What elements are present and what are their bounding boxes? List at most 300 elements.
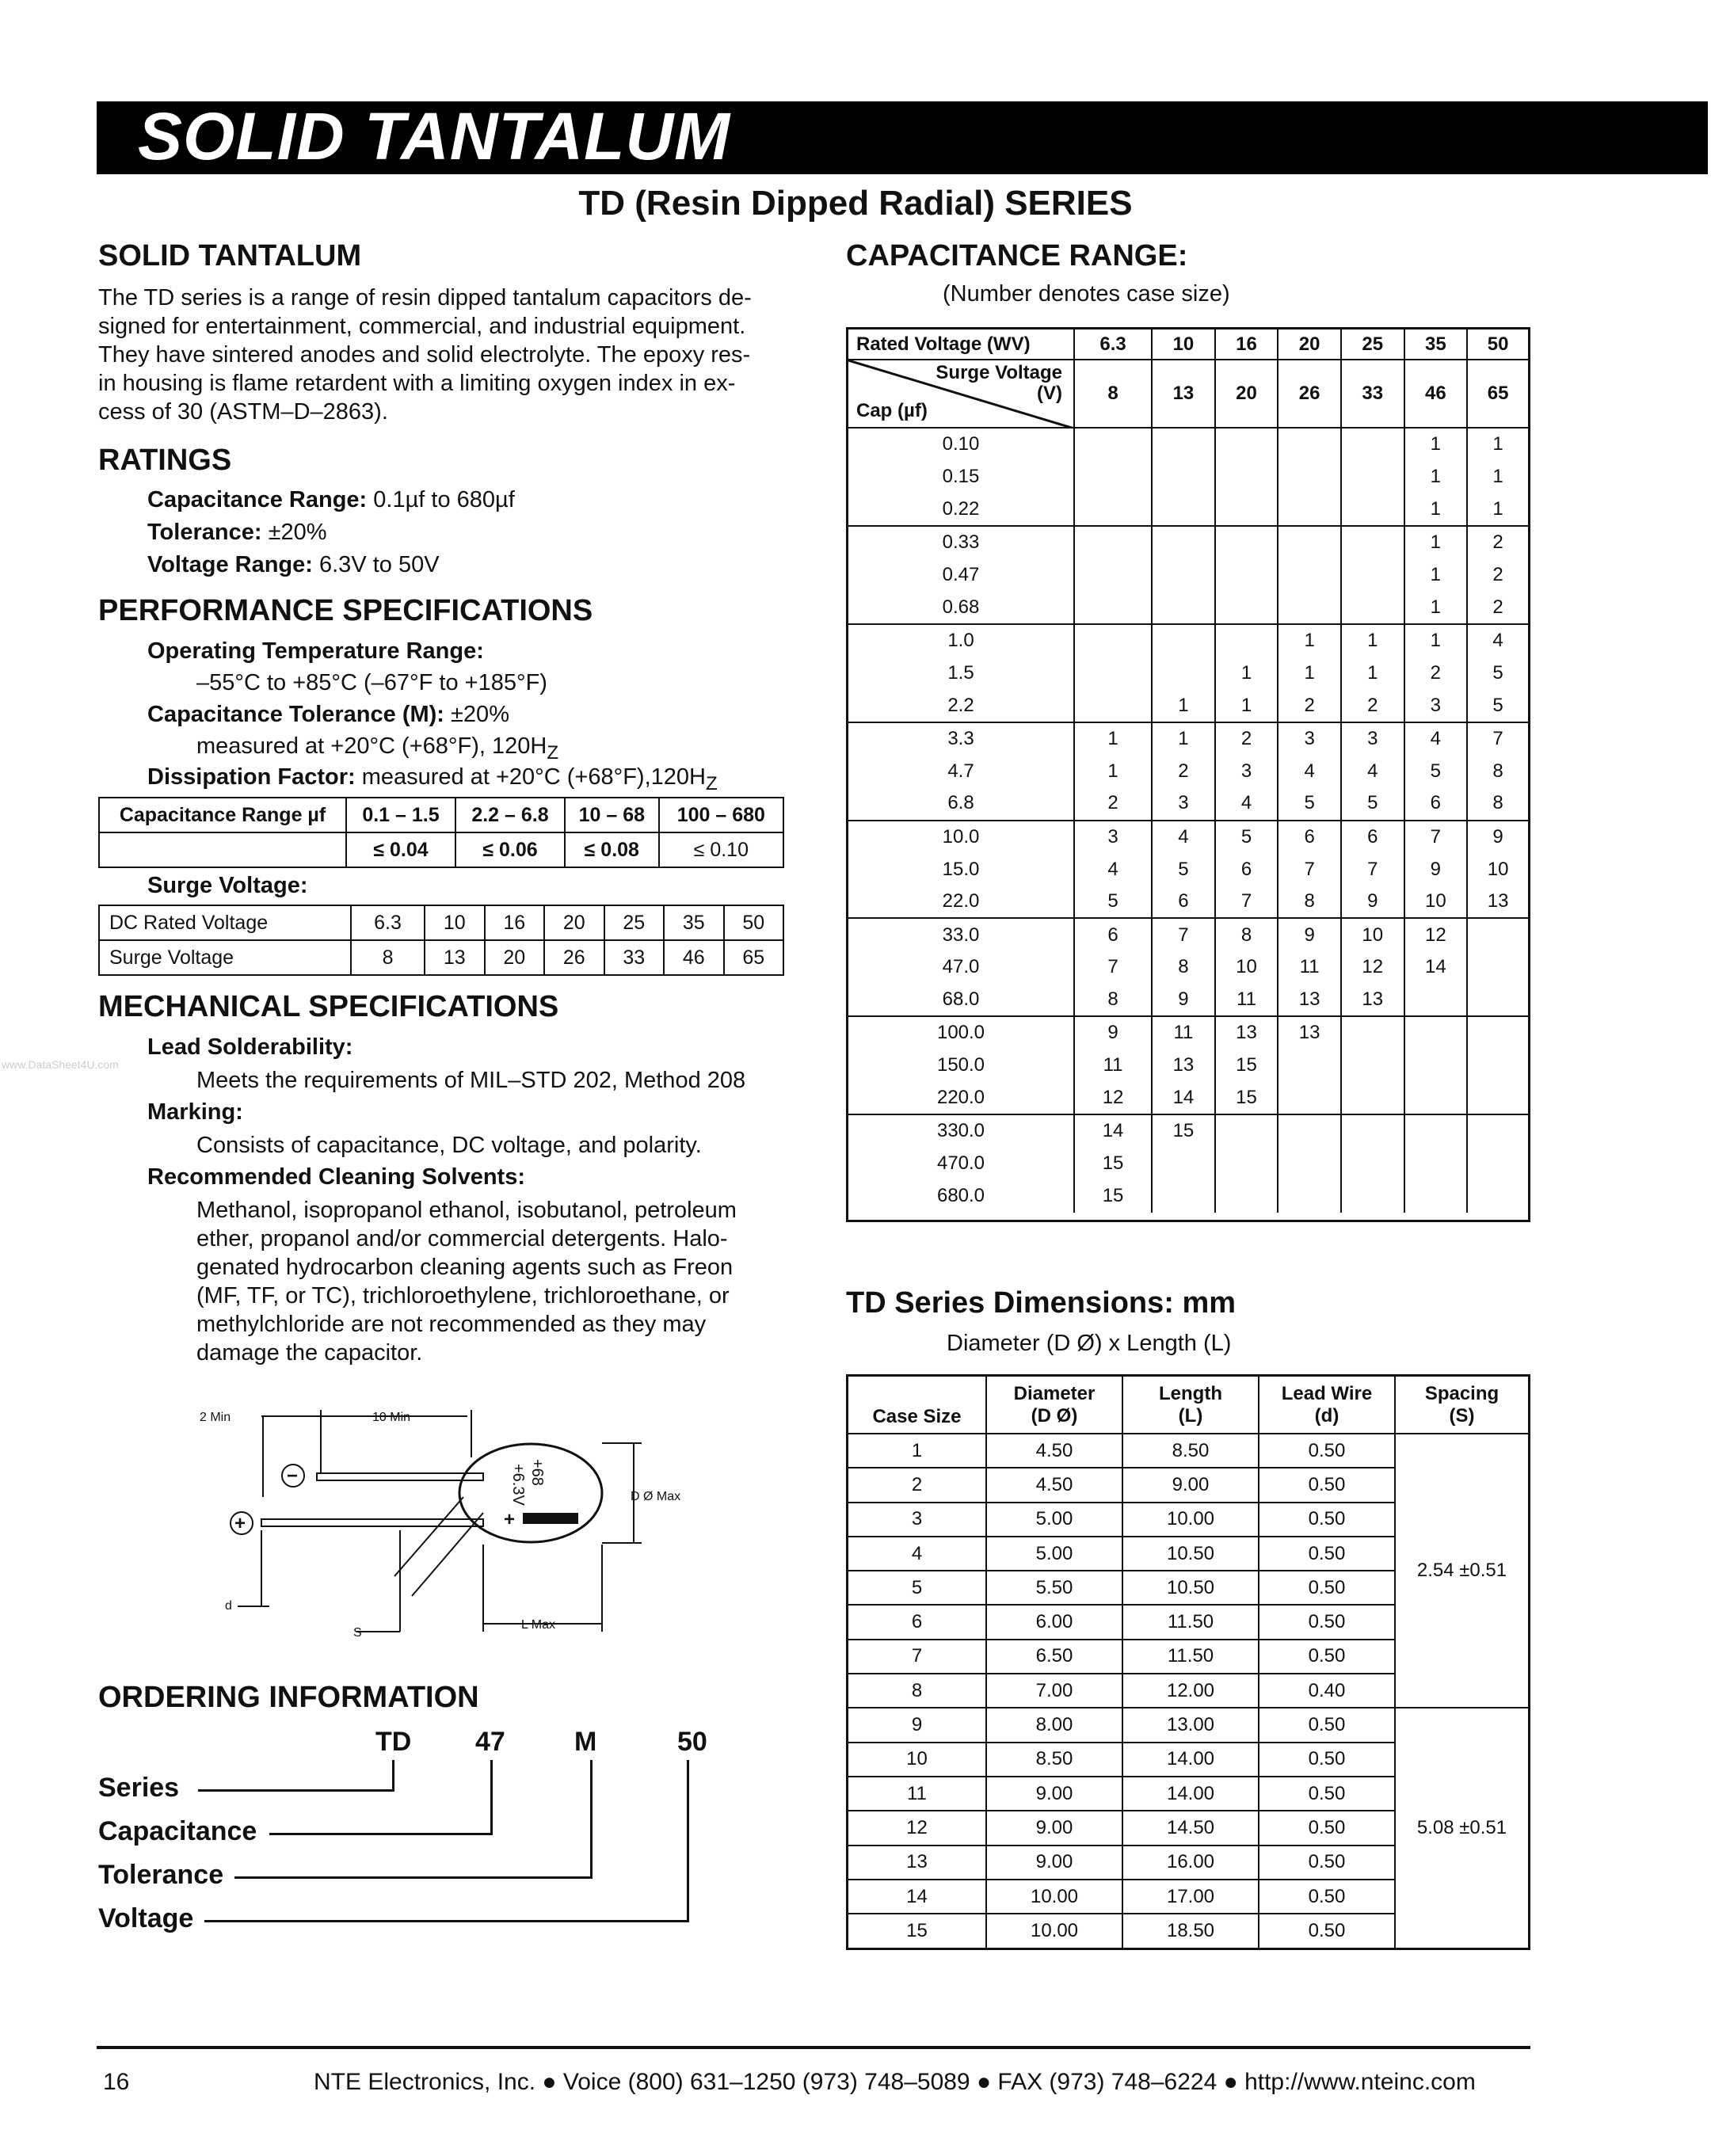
case-size-cell: 6 [1215, 853, 1278, 886]
lower-lead [261, 1519, 483, 1526]
table-cell: 20 [544, 905, 604, 940]
case-size-cell: 11 [1152, 1016, 1215, 1049]
case-size-cell [1074, 657, 1152, 689]
case-size-cell: 4 [1492, 629, 1503, 651]
case-size-cell [1404, 1180, 1468, 1213]
case-size-cell: 5 [1404, 755, 1468, 787]
table-cell: 46 [664, 940, 723, 975]
case-size-cell [1074, 493, 1152, 526]
dimension-cell: 10.00 [986, 1914, 1122, 1948]
table-row [848, 886, 1528, 918]
case-size-cell: 12 [1404, 918, 1468, 950]
cap-range-rating [147, 487, 515, 513]
case-size-cell: 1 [1404, 526, 1468, 558]
dimension-cell: 7.00 [986, 1674, 1122, 1708]
case-size-cell [1467, 1180, 1528, 1213]
voltage-label: Voltage Range: [147, 552, 313, 577]
dimension-cell: 0.50 [1259, 1537, 1395, 1571]
dimension-cell: 8.50 [986, 1743, 1122, 1777]
case-size-cell: 1 [1341, 624, 1404, 657]
table-row [848, 689, 1528, 722]
intro-line: in housing is flame retardent with a limiting oxygen index in ex- [98, 371, 736, 396]
d-max-label: D Ø Max [631, 1490, 681, 1503]
lead-solderability-label: Lead Solderability: [147, 1034, 353, 1060]
dimension-cell: 13.00 [1122, 1708, 1259, 1742]
cap-range-label: Capacitance Range: [147, 487, 368, 512]
case-size-cell [1404, 1049, 1468, 1082]
cap-value-cell: 100.0 [848, 1016, 1074, 1049]
footer-rule [97, 2046, 1530, 2049]
dimension-cell: 6.50 [986, 1640, 1122, 1674]
dimension-cell: 0.50 [1259, 1468, 1395, 1502]
case-size-cell [1467, 1049, 1528, 1082]
dimension-cell: 11.50 [1122, 1605, 1259, 1639]
case-size-cell: 6 [1341, 821, 1404, 853]
watermark: www.DataSheet4U.com [2, 1058, 119, 1071]
cleaning-label: Recommended Cleaning Solvents: [147, 1164, 525, 1190]
rated-voltage-cell: 10 [1152, 329, 1215, 360]
case-size-cell: 2 [1341, 689, 1404, 722]
case-size-cell: 7 [1492, 727, 1503, 749]
voltage-value: 6.3V to 50V [319, 552, 440, 577]
case-size-cell [1074, 558, 1152, 591]
case-size-cell: 11 [1074, 1049, 1152, 1082]
case-size-cell: 1 [1074, 722, 1152, 755]
cleaning-paragraph [196, 1196, 784, 1367]
table-row [848, 1708, 1528, 1742]
rated-voltage-cell: 25 [1341, 329, 1404, 360]
dissipation-factor [147, 764, 718, 795]
dimension-cell: 14.50 [1122, 1811, 1259, 1845]
cap-value-cell: 33.0 [848, 918, 1074, 950]
cap-tol-value: ±20% [451, 702, 509, 727]
table-row [848, 755, 1528, 787]
table-row [848, 360, 1528, 428]
case-size-cell [1341, 460, 1404, 493]
table-cell: 26 [544, 940, 604, 975]
case-size-cell: 10 [1215, 951, 1278, 984]
table-row [99, 940, 783, 975]
dimension-cell: 12 [848, 1811, 986, 1845]
cap-value-cell: 2.2 [848, 689, 1074, 722]
case-size-cell [1341, 1049, 1404, 1082]
case-size-cell [1467, 1148, 1528, 1180]
case-size-cell [1341, 1148, 1404, 1180]
table-row [848, 1049, 1528, 1082]
case-size-cell: 4 [1152, 821, 1215, 853]
cap-value-cell: 0.33 [848, 526, 1074, 558]
dimensions-grid [848, 1377, 1528, 1948]
case-size-cell: 3 [1278, 722, 1341, 755]
header-diameter [986, 1377, 1122, 1434]
intro-line: The TD series is a range of resin dipped tantalum capacitors de- [98, 285, 752, 310]
case-size-cell: 13 [1278, 984, 1341, 1016]
rated-voltage-cell: 16 [1215, 329, 1278, 360]
table-cell: 33 [604, 940, 664, 975]
case-size-cell: 8 [1492, 760, 1503, 782]
d-label: d [225, 1599, 232, 1613]
table-row [848, 526, 1528, 558]
case-size-cell [1215, 624, 1278, 657]
case-size-cell: 5 [1152, 853, 1215, 886]
table-row [99, 798, 783, 832]
voltage-rating [147, 552, 440, 578]
dimension-cell: 5.00 [986, 1503, 1122, 1537]
case-size-cell [1404, 1148, 1468, 1180]
cap-tol-label: Capacitance Tolerance (M): [147, 702, 444, 727]
cap-value-cell: 150.0 [848, 1049, 1074, 1082]
ordering-leader [269, 1833, 493, 1835]
ordering-label-voltage: Voltage [98, 1903, 194, 1933]
table-cell: 6.3 [351, 905, 425, 940]
case-size-cell [1152, 657, 1215, 689]
case-size-cell: 11 [1215, 984, 1278, 1016]
two-min-label: 2 Min [200, 1411, 231, 1424]
case-size-cell [1152, 624, 1215, 657]
surge-voltage-cell: 13 [1152, 360, 1215, 428]
header-text: Length [1159, 1382, 1222, 1404]
case-size-cell: 3 [1404, 689, 1468, 722]
dissipation-table [98, 797, 784, 868]
dimension-cell: 6.00 [986, 1605, 1122, 1639]
cleaning-line: ether, propanol and/or commercial detergents. Halo- [196, 1226, 728, 1251]
df-label: Dissipation Factor: [147, 764, 356, 790]
tolerance-label: Tolerance: [147, 520, 262, 545]
case-size-cell: 9 [1492, 825, 1503, 848]
case-size-cell: 1 [1074, 755, 1152, 787]
table-cell: ≤ 0.08 [565, 832, 659, 867]
dimension-cell: 0.50 [1259, 1811, 1395, 1845]
dimension-cell: 9 [848, 1708, 986, 1742]
dim-line [412, 1513, 483, 1596]
case-size-cell [1074, 624, 1152, 657]
case-size-cell: 4 [1404, 722, 1468, 755]
ordering-heading: ORDERING INFORMATION [98, 1681, 479, 1714]
intro-heading: SOLID TANTALUM [98, 239, 362, 272]
case-size-cell: 15 [1074, 1180, 1152, 1213]
table-cell: 16 [485, 905, 544, 940]
case-size-cell [1215, 558, 1278, 591]
case-size-cell [1215, 591, 1278, 623]
marking-label: Marking: [147, 1099, 243, 1125]
cap-value-cell: 3.3 [848, 722, 1074, 755]
case-size-cell: 6 [1074, 918, 1152, 950]
case-size-cell [1467, 1016, 1528, 1049]
dimension-cell: 0.50 [1259, 1914, 1395, 1948]
case-size-cell [1278, 460, 1341, 493]
dimension-cell: 0.50 [1259, 1846, 1395, 1880]
cleaning-line: genated hydrocarbon cleaning agents such as Freon [196, 1255, 734, 1280]
case-size-cell [1341, 1016, 1404, 1049]
case-size-cell [1215, 460, 1278, 493]
case-size-cell [1341, 591, 1404, 623]
case-size-cell [1215, 1114, 1278, 1147]
case-size-cell: 11 [1278, 951, 1341, 984]
ordering-label-tolerance: Tolerance [98, 1860, 224, 1890]
rated-voltage-label: Rated Voltage (WV) [848, 329, 1074, 360]
upper-lead [317, 1473, 483, 1480]
cleaning-line: (MF, TF, or TC), trichloroethylene, trichloroethane, or [196, 1283, 730, 1308]
case-size-cell [1152, 526, 1215, 558]
cap-tolerance [147, 702, 509, 728]
case-size-cell [1074, 460, 1152, 493]
op-temp-value: –55°C to +85°C (–67°F to +185°F) [196, 670, 547, 695]
case-size-cell: 3 [1341, 722, 1404, 755]
cap-value-cell: 330.0 [848, 1114, 1074, 1147]
title-banner [97, 101, 1708, 174]
table-cell: 10 [425, 905, 484, 940]
case-size-cell: 10 [1341, 918, 1404, 950]
dimensions-heading: TD Series Dimensions: mm [846, 1286, 1237, 1320]
table-row [99, 832, 783, 867]
case-size-cell [1152, 558, 1215, 591]
series-subtitle: TD (Resin Dipped Radial) SERIES [578, 184, 1133, 223]
ordering-code-capacitance: 47 [475, 1727, 505, 1757]
case-size-cell: 1 [1404, 428, 1468, 460]
surge-voltage-cell: 26 [1278, 360, 1341, 428]
cap-value-cell: 0.22 [848, 493, 1074, 526]
case-size-cell: 2 [1492, 531, 1503, 554]
case-size-cell: 6 [1278, 821, 1341, 853]
rated-voltage-cell: 50 [1467, 329, 1528, 360]
table-row [848, 1148, 1528, 1180]
l-max-label: L Max [521, 1618, 555, 1632]
case-size-cell [1152, 591, 1215, 623]
case-size-cell: 10 [1487, 858, 1509, 880]
cap-value-cell: 15.0 [848, 853, 1074, 886]
cap-value-cell: 0.15 [848, 460, 1074, 493]
cap-value-cell: 220.0 [848, 1082, 1074, 1114]
dimension-cell: 14.00 [1122, 1743, 1259, 1777]
case-size-cell: 15 [1215, 1082, 1278, 1114]
case-size-cell: 15 [1215, 1049, 1278, 1082]
polarity-band [523, 1513, 578, 1524]
dimension-cell: 13 [848, 1846, 986, 1880]
table-cell: DC Rated Voltage [99, 905, 351, 940]
cap-value-cell: 0.10 [848, 428, 1074, 460]
ordering-code-series: TD [375, 1727, 412, 1757]
marking-voltage: +6.3V [509, 1464, 527, 1506]
spacing-cell: 2.54 ±0.51 [1395, 1434, 1528, 1708]
case-size-cell: 2 [1404, 657, 1468, 689]
capacitance-range-table [846, 327, 1530, 1222]
case-size-cell: 10 [1404, 886, 1468, 918]
case-size-cell: 9 [1074, 1016, 1152, 1049]
capacitance-range-heading: CAPACITANCE RANGE: [846, 239, 1188, 272]
ordering-label-capacitance: Capacitance [98, 1816, 257, 1846]
header-case-size [848, 1377, 986, 1434]
case-size-cell: 4 [1278, 755, 1341, 787]
case-size-cell [1278, 1114, 1341, 1147]
header-length [1122, 1377, 1259, 1434]
case-size-cell [1278, 428, 1341, 460]
plus-sign: + [234, 1513, 246, 1534]
intro-line: They have sintered anodes and solid electrolyte. The epoxy res- [98, 342, 751, 368]
dimension-cell: 17.00 [1122, 1880, 1259, 1914]
body-plus-sign: + [504, 1509, 516, 1530]
case-size-cell: 2 [1467, 591, 1528, 623]
table-cell: ≤ 0.10 [659, 832, 783, 867]
case-size-cell [1152, 1180, 1215, 1213]
case-size-cell: 8 [1074, 984, 1152, 1016]
surge-voltage-cell: 46 [1404, 360, 1468, 428]
dimension-cell: 0.50 [1259, 1605, 1395, 1639]
header-spacing [1395, 1377, 1528, 1434]
case-size-cell [1278, 1049, 1341, 1082]
ten-min-label: 10 Min [372, 1411, 411, 1424]
case-size-cell: 13 [1152, 1049, 1215, 1082]
case-size-cell: 1 [1492, 465, 1503, 487]
cap-value-cell: 6.8 [848, 787, 1074, 820]
dimension-cell: 4 [848, 1537, 986, 1571]
case-size-cell: 12 [1341, 951, 1404, 984]
dimension-cell: 10.00 [1122, 1503, 1259, 1537]
table-row [848, 1114, 1528, 1147]
case-size-cell: 1 [1152, 689, 1215, 722]
cleaning-line: damage the capacitor. [196, 1340, 423, 1366]
dimension-cell: 8 [848, 1674, 986, 1708]
dimension-cell: 5.50 [986, 1571, 1122, 1605]
case-size-cell [1467, 951, 1528, 984]
case-size-cell: 3 [1152, 787, 1215, 820]
case-size-cell [1278, 1148, 1341, 1180]
cap-value-cell: 0.68 [848, 591, 1074, 623]
table-cell: 2.2 – 6.8 [455, 798, 565, 832]
case-size-cell: 13 [1467, 886, 1528, 918]
table-row [848, 918, 1528, 950]
case-size-cell: 2 [1278, 689, 1341, 722]
ratings-heading: RATINGS [98, 444, 232, 477]
cleaning-line: Methanol, isopropanol ethanol, isobutanol, petroleum [196, 1198, 737, 1223]
tolerance-value: ±20% [268, 520, 327, 545]
ordering-leader [204, 1920, 689, 1922]
capacitance-grid [848, 329, 1528, 1213]
table-row [99, 905, 783, 940]
surge-voltage-cell: 20 [1215, 360, 1278, 428]
intro-line: cess of 30 (ASTM–D–2863). [98, 399, 388, 425]
dimension-cell: 4.50 [986, 1434, 1122, 1468]
case-size-cell [1278, 526, 1341, 558]
case-size-cell: 7 [1074, 951, 1152, 984]
table-row [848, 657, 1528, 689]
case-size-cell [1215, 493, 1278, 526]
case-size-cell [1152, 1148, 1215, 1180]
dimensions-note: Diameter (D Ø) x Length (L) [947, 1331, 1232, 1356]
dimension-cell: 10 [848, 1743, 986, 1777]
dimension-cell: 8.50 [1122, 1434, 1259, 1468]
dimension-cell: 14.00 [1122, 1777, 1259, 1811]
case-size-cell: 5 [1467, 689, 1528, 722]
lead-solderability-value: Meets the requirements of MIL–STD 202, Method 208 [196, 1068, 746, 1093]
case-size-cell: 5 [1278, 787, 1341, 820]
table-row [848, 493, 1528, 526]
table-cell: 13 [425, 940, 484, 975]
case-size-cell [1278, 493, 1341, 526]
case-size-cell: 9 [1341, 886, 1404, 918]
case-size-cell: 3 [1215, 755, 1278, 787]
case-size-cell [1467, 918, 1528, 950]
table-cell: 25 [604, 905, 664, 940]
surge-voltage-cell: 8 [1074, 360, 1152, 428]
header-text: Lead Wire [1281, 1382, 1373, 1404]
dimension-cell: 0.50 [1259, 1571, 1395, 1605]
case-size-cell: 1 [1278, 657, 1341, 689]
case-size-cell [1404, 1114, 1468, 1147]
diagonal-header-cell [848, 360, 1074, 428]
case-size-cell: 8 [1215, 918, 1278, 950]
case-size-cell [1215, 428, 1278, 460]
case-size-cell: 6 [1152, 886, 1215, 918]
performance-heading: PERFORMANCE SPECIFICATIONS [98, 594, 593, 627]
dimension-cell: 0.50 [1259, 1503, 1395, 1537]
dimension-cell: 16.00 [1122, 1846, 1259, 1880]
ordering-leader [234, 1876, 593, 1879]
capacitor-diagram [190, 1394, 697, 1655]
dimension-cell: 0.50 [1259, 1743, 1395, 1777]
table-cell: ≤ 0.06 [455, 832, 565, 867]
mechanical-heading: MECHANICAL SPECIFICATIONS [98, 990, 559, 1023]
table-cell: ≤ 0.04 [346, 832, 455, 867]
dimension-cell: 12.00 [1122, 1674, 1259, 1708]
table-row [848, 460, 1528, 493]
cap-value-cell: 1.5 [848, 657, 1074, 689]
case-size-cell: 1 [1404, 460, 1468, 493]
case-size-cell: 5 [1074, 886, 1152, 918]
case-size-cell [1467, 1114, 1528, 1147]
case-size-cell [1341, 493, 1404, 526]
dimension-cell: 0.50 [1259, 1880, 1395, 1914]
case-size-cell: 5 [1341, 787, 1404, 820]
case-size-cell: 14 [1074, 1114, 1152, 1147]
case-size-cell: 6 [1404, 787, 1468, 820]
case-size-cell [1278, 558, 1341, 591]
case-size-cell [1215, 1148, 1278, 1180]
case-size-cell: 9 [1404, 853, 1468, 886]
intro-line: signed for entertainment, commercial, and industrial equipment. [98, 314, 746, 339]
capacitance-range-note: (Number denotes case size) [943, 281, 1230, 307]
dimension-cell: 11 [848, 1777, 986, 1811]
ordering-leader [490, 1760, 493, 1835]
ordering-label-series: Series [98, 1773, 180, 1803]
table-cell: 35 [664, 905, 723, 940]
table-row [848, 1180, 1528, 1213]
s-label: S [353, 1626, 362, 1640]
dimension-cell: 5.00 [986, 1537, 1122, 1571]
table-row [848, 591, 1528, 623]
case-size-cell [1152, 428, 1215, 460]
surge-table [98, 905, 784, 976]
dimension-cell: 11.50 [1122, 1640, 1259, 1674]
ordering-leader [198, 1789, 394, 1792]
case-size-cell: 8 [1467, 787, 1528, 820]
table-row [848, 428, 1528, 460]
cap-value-cell: 680.0 [848, 1180, 1074, 1213]
case-size-cell: 1 [1341, 657, 1404, 689]
case-size-cell: 7 [1404, 821, 1468, 853]
case-size-cell: 15 [1152, 1114, 1215, 1147]
table-row [848, 722, 1528, 755]
table-cell: 20 [485, 940, 544, 975]
rated-voltage-cell: 6.3 [1074, 329, 1152, 360]
surge-label: Surge Voltage: [147, 873, 308, 898]
cap-unit-label: Cap (µf) [856, 400, 928, 421]
case-size-cell: 1 [1404, 591, 1468, 623]
case-size-cell: 3 [1074, 821, 1152, 853]
case-size-cell: 14 [1152, 1082, 1215, 1114]
case-size-cell: 14 [1404, 951, 1468, 984]
dimension-cell: 9.00 [1122, 1468, 1259, 1502]
case-size-cell: 13 [1278, 1016, 1341, 1049]
